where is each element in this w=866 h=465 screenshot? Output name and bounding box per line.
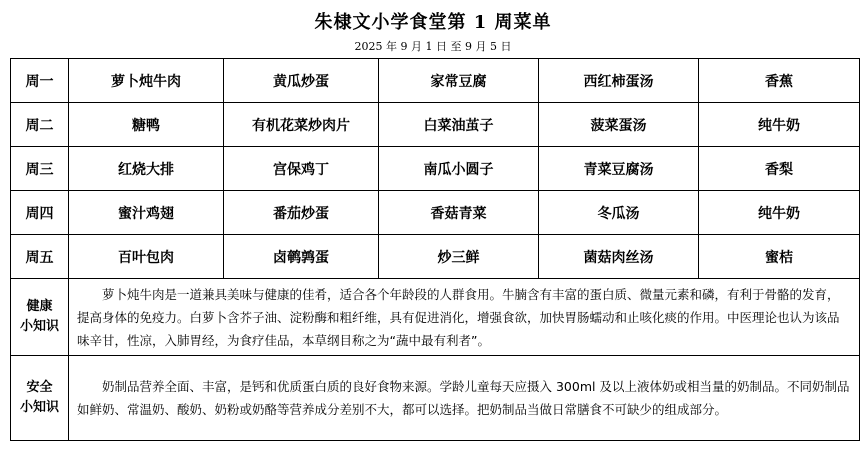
- page-title: 朱棣文小学食堂第 1 周菜单: [314, 12, 552, 33]
- health-tip-label: [11, 279, 69, 356]
- dish-cell: 炒三鲜: [379, 235, 539, 279]
- tip-label-line: 安全: [26, 380, 53, 395]
- health-tip-row: [11, 279, 860, 356]
- day-label: 周三: [11, 147, 69, 191]
- dish-cell: 黄瓜炒蛋: [224, 59, 379, 103]
- dish-cell: 香菇青菜: [379, 191, 539, 235]
- dish-cell: 百叶包肉: [69, 235, 224, 279]
- dish-cell: 有机花菜炒肉片: [224, 103, 379, 147]
- day-label: 周四: [11, 191, 69, 235]
- dish-cell: 西红柿蛋汤: [539, 59, 699, 103]
- dish-cell: 青菜豆腐汤: [539, 147, 699, 191]
- safety-tip-text-cell: [69, 356, 860, 441]
- tip-label-line: 健康: [26, 299, 53, 314]
- dish-cell: 纯牛奶: [699, 191, 860, 235]
- dish-cell: 萝卜炖牛肉: [69, 59, 224, 103]
- dish-cell: 香蕉: [699, 59, 860, 103]
- dish-cell: 白菜油茧子: [379, 103, 539, 147]
- safety-tip-row: [11, 356, 860, 441]
- dish-cell: 蜜桔: [699, 235, 860, 279]
- weekly-menu-table: [10, 58, 860, 441]
- date-range: 2025 年 9 月 1 日 至 9 月 5 日: [354, 40, 512, 53]
- dish-cell: 菌菇肉丝汤: [539, 235, 699, 279]
- dish-cell: 冬瓜汤: [539, 191, 699, 235]
- dish-cell: 宫保鸡丁: [224, 147, 379, 191]
- dish-cell: 卤鹌鹑蛋: [224, 235, 379, 279]
- menu-row-monday: [11, 59, 860, 103]
- dish-cell: 糖鸭: [69, 103, 224, 147]
- day-label: 周二: [11, 103, 69, 147]
- menu-row-wednesday: [11, 147, 860, 191]
- health-tip-text-cell: [69, 279, 860, 356]
- safety-tip-label: [11, 356, 69, 441]
- tip-label-line: 小知识: [19, 400, 59, 415]
- dish-cell: 红烧大排: [69, 147, 224, 191]
- menu-row-thursday: [11, 191, 860, 235]
- dish-cell: 纯牛奶: [699, 103, 860, 147]
- dish-cell: 蜜汁鸡翅: [69, 191, 224, 235]
- health-tip-text: 萝卜炖牛肉是一道兼具美味与健康的佳肴，适合各个年龄段的人群食用。牛腩含有丰富的蛋白质、微量元素和磷，有利于骨骼的发育，提高身体的免疫力。白萝卜含芥子油、淀粉酶和粗纤维，具有促进消化，增强食欲，加快胃肠蠕动和止咳化痰的作用。中医理论也认为该品味辛甘，性凉，入肺胃经，为食疗佳品，本草纲目称之为“蔬中最有利者”。: [77, 286, 840, 348]
- dish-cell: 香梨: [699, 147, 860, 191]
- tip-label-line: 小知识: [19, 319, 59, 334]
- dish-cell: 菠菜蛋汤: [539, 103, 699, 147]
- safety-tip-text: 奶制品营养全面、丰富，是钙和优质蛋白质的良好食物来源。学龄儿童每天应摄入 300ml 及以上液体奶或相当量的奶制品。不同奶制品如鲜奶、常温奶、酸奶、奶粉或奶酪等营养成分差别不大，都可以选择。把奶制品当做日常膳食不可缺少的组成部分。: [77, 379, 850, 417]
- menu-row-friday: [11, 235, 860, 279]
- dish-cell: 南瓜小圆子: [379, 147, 539, 191]
- dish-cell: 番茄炒蛋: [224, 191, 379, 235]
- day-label: 周一: [11, 59, 69, 103]
- dish-cell: 家常豆腐: [379, 59, 539, 103]
- menu-row-tuesday: [11, 103, 860, 147]
- day-label: 周五: [11, 235, 69, 279]
